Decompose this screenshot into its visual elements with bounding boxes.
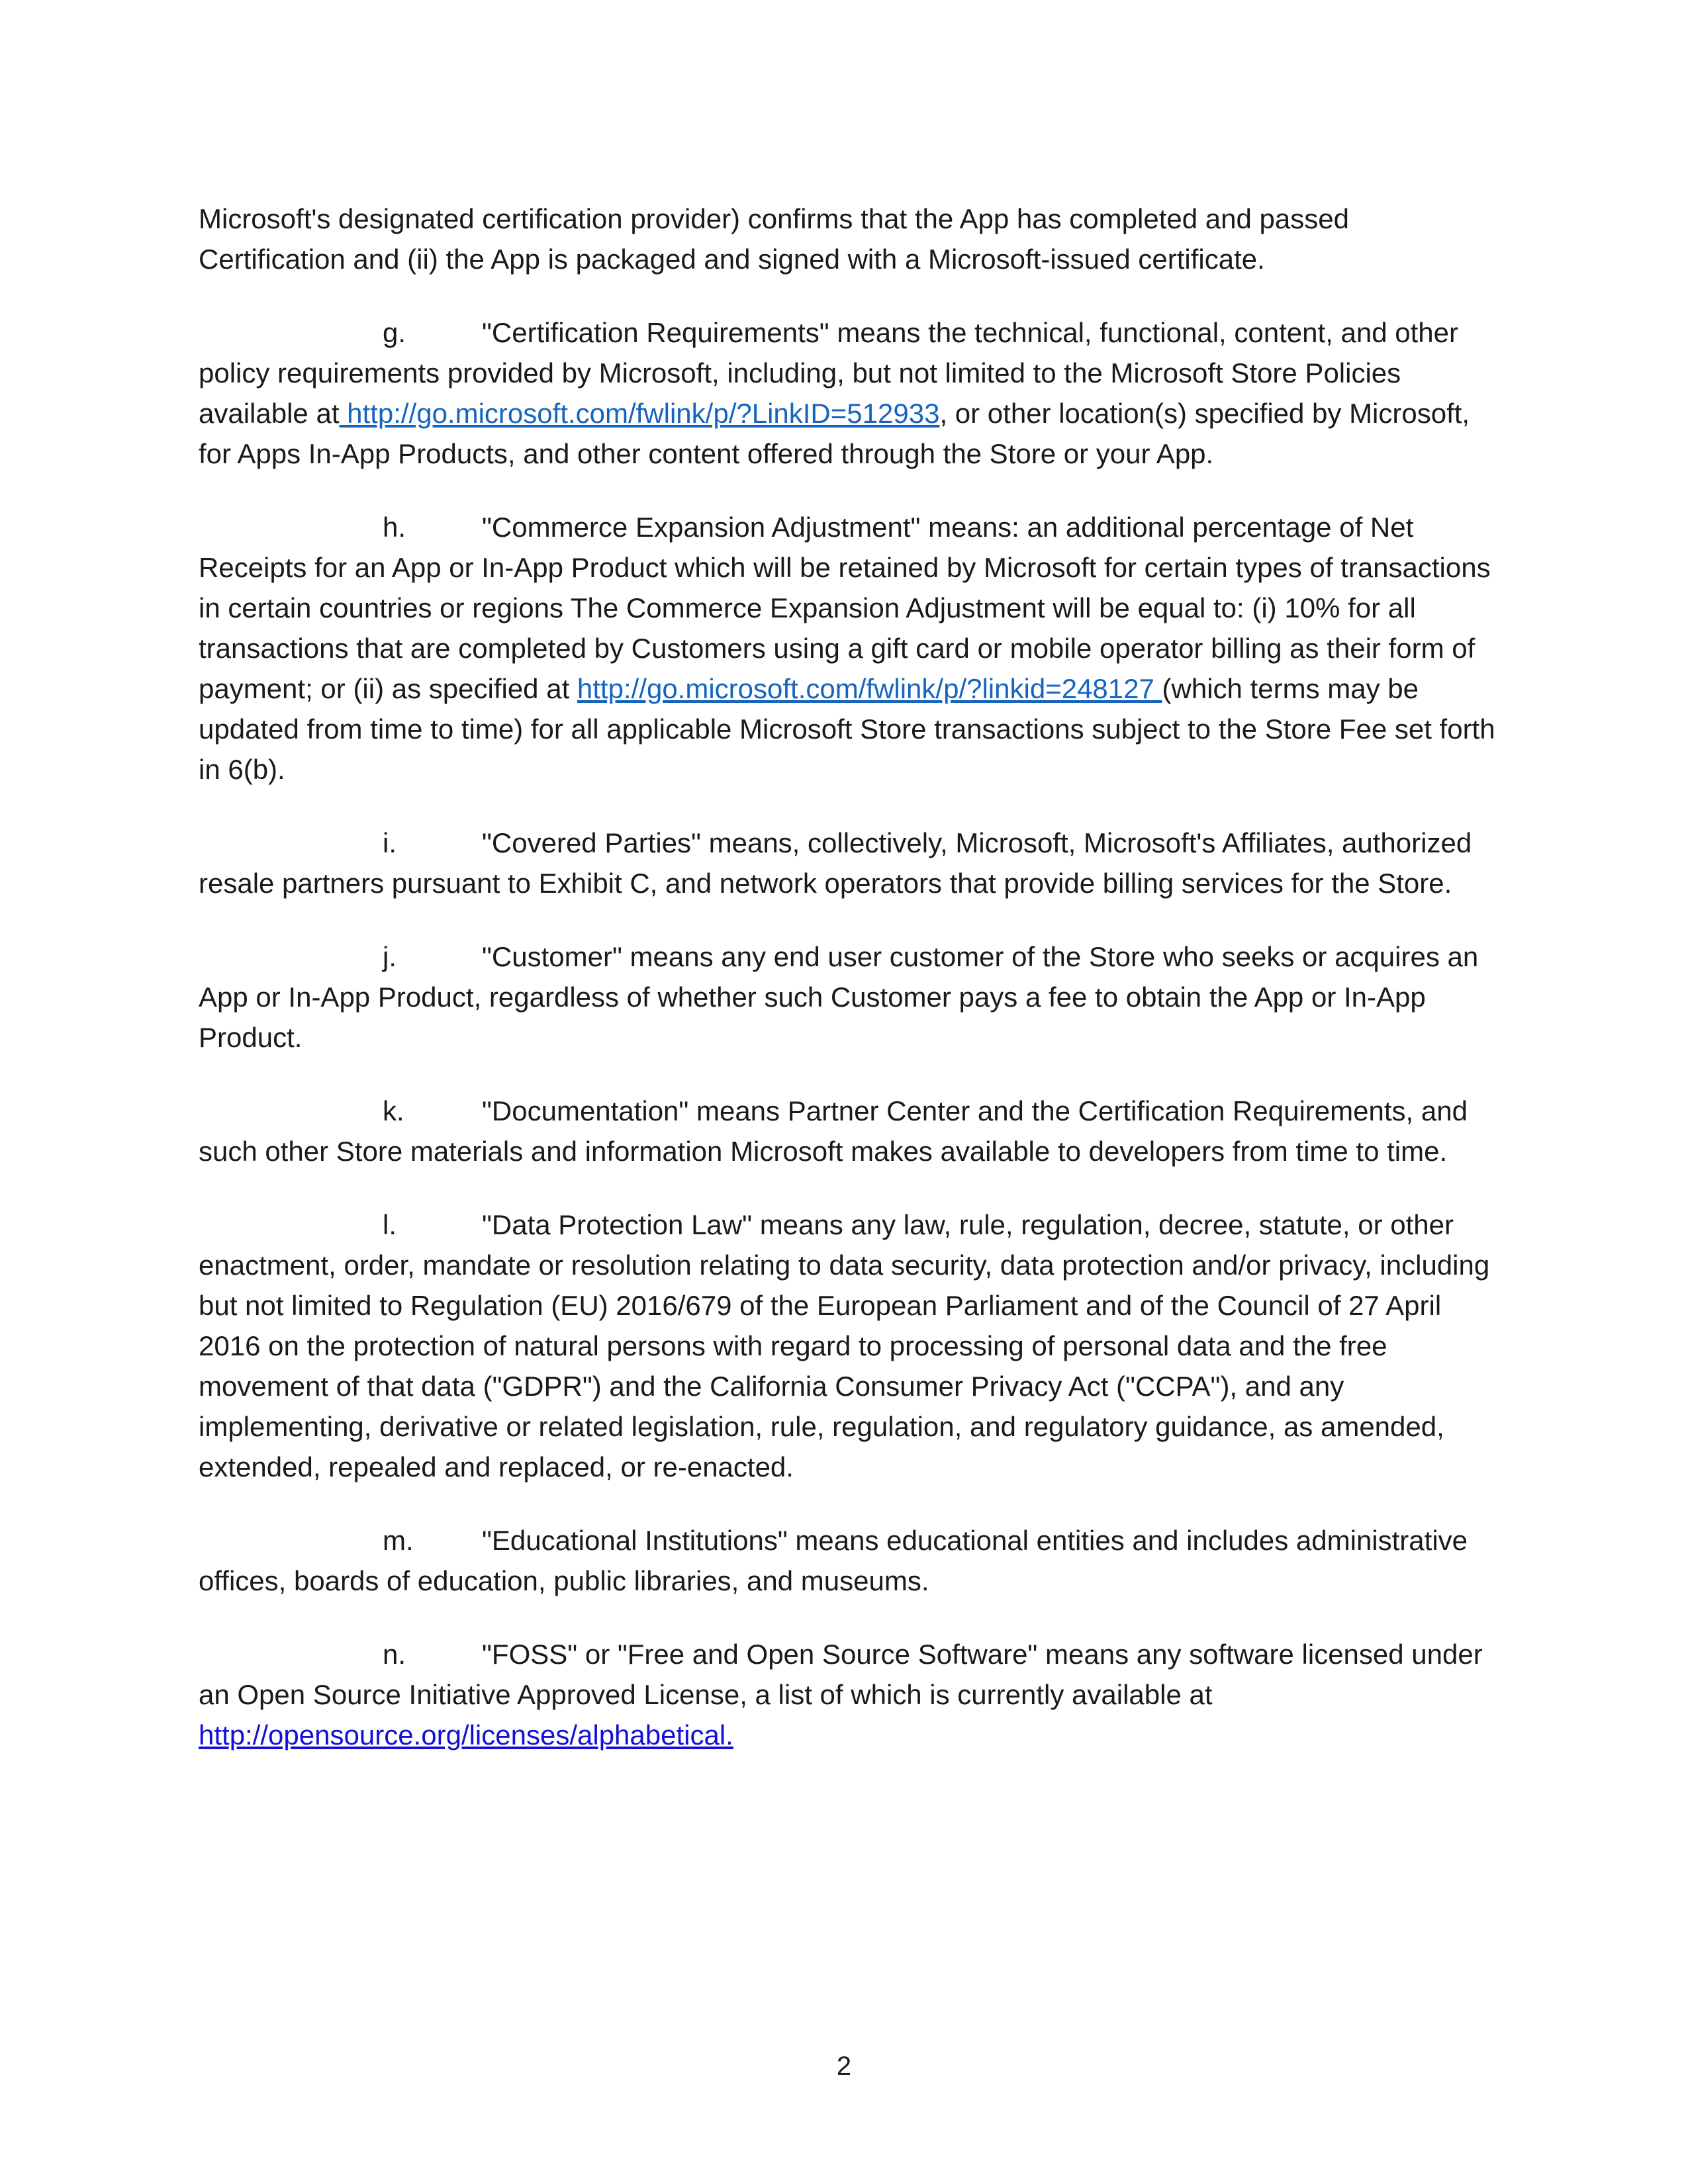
page-number: 2 xyxy=(836,2052,852,2081)
definition-g xyxy=(199,312,1496,474)
definition-j xyxy=(199,936,1496,1058)
definition-label-n: n. xyxy=(383,1639,406,1670)
definition-label-k: k. xyxy=(383,1095,404,1126)
definition-text-m: "Educational Institutions" means educational entities and includes administrative offices, boards of education, public libraries, and museums. xyxy=(199,1525,1468,1596)
definition-l xyxy=(199,1205,1496,1487)
definition-text-k: "Documentation" means Partner Center and the Certification Requirements, and such other Store materials and information Microsoft makes available to developers from time to time. xyxy=(199,1095,1468,1167)
definition-text-i: "Covered Parties" means, collectively, Microsoft, Microsoft's Affiliates, authorized resale partners pursuant to Exhibit C, and network operators that provide billing services for the Store. xyxy=(199,827,1472,899)
definition-text-h: "Commerce Expansion Adjustment" means: an additional percentage of Net Receipts for an App or In-App Product which will be retained by Microsoft for certain types of transactions in certain countries or regions The Commerce Expansion Adjustment will be equal to: (i) 10% for all transactions that are completed by Customers using a gift card or mobile operator billing as their form of payment; or (ii) as specified at xyxy=(199,512,1491,704)
definition-text-j: "Customer" means any end user customer of the Store who seeks or acquires an App or In-App Product, regardless of whether such Customer pays a fee to obtain the App or In-App Product. xyxy=(199,941,1479,1053)
definition-text-g: "Certification Requirements" means the technical, functional, content, and other policy requirements provided by Microsoft, including, but not limited to the Microsoft Store Policies available at xyxy=(199,317,1458,429)
definition-label-i: i. xyxy=(383,827,397,858)
definition-label-h: h. xyxy=(383,512,406,543)
definition-label-j: j. xyxy=(383,941,397,972)
store-policies-link[interactable]: http://go.microsoft.com/fwlink/p/?LinkID=512933 xyxy=(339,398,940,429)
definition-text-h-after: (which terms may be updated from time to time) for all applicable Microsoft Store transactions subject to the Store Fee set forth in 6(b). xyxy=(199,673,1495,785)
definition-n xyxy=(199,1634,1496,1755)
definition-text-n: "FOSS" or "Free and Open Source Software" means any software licensed under an Open Source Initiative Approved License, a list of which is currently available at xyxy=(199,1639,1483,1710)
commerce-expansion-link[interactable]: http://go.microsoft.com/fwlink/p/?linkid=248127 xyxy=(577,673,1162,704)
definition-h xyxy=(199,507,1496,790)
definition-k xyxy=(199,1091,1496,1171)
definition-text-l: "Data Protection Law" means any law, rule, regulation, decree, statute, or other enactment, order, mandate or resolution relating to data security, data protection and/or privacy, including but not limited to Regulation (EU) 2016/679 of the European Parliament and of the Council of 27 April 2016 on the protection of natural persons with regard to processing of personal data and the free movement of that data ("GDPR") and the California Consumer Privacy Act ("CCPA"), and any implementing, derivative or related legislation, rule, regulation, and regulatory guidance, as amended, extended, repealed and replaced, or re-enacted. xyxy=(199,1209,1490,1482)
definition-text-g-after: , or other location(s) specified by Microsoft, for Apps In-App Products, and other content offered through the Store or your App. xyxy=(199,398,1470,469)
intro-paragraph xyxy=(199,199,1496,279)
definition-label-l: l. xyxy=(383,1209,397,1240)
definition-i xyxy=(199,823,1496,903)
document-page xyxy=(199,199,1496,1788)
opensource-licenses-link[interactable]: http://opensource.org/licenses/alphabetical. xyxy=(199,1719,733,1751)
definition-label-m: m. xyxy=(383,1525,414,1556)
definition-label-g: g. xyxy=(383,317,406,348)
definition-m xyxy=(199,1520,1496,1601)
intro-text: Microsoft's designated certification provider) confirms that the App has completed and passed Certification and (ii) the App is packaged and signed with a Microsoft-issued certificate. xyxy=(199,203,1349,275)
